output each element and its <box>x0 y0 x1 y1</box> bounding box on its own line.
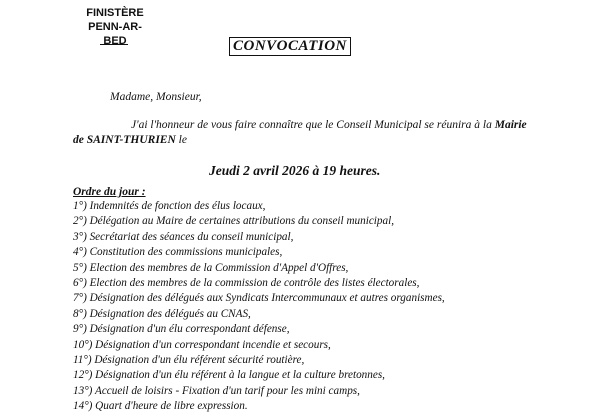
agenda-item: 7°) Désignation des délégués aux Syndicats Intercommunaux et autres organismes, <box>73 292 445 305</box>
header-divider <box>100 44 128 45</box>
intro-text: J'ai l'honneur de vous faire connaître que le Conseil Municipal se réunira à la <box>131 119 495 131</box>
intro-line-2 <box>73 133 187 148</box>
document-title: CONVOCATION <box>229 37 351 56</box>
salutation: Madame, Monsieur, <box>110 91 202 103</box>
intro-commune: de SAINT-THURIEN <box>73 134 176 146</box>
agenda-item: 3°) Secrétariat des séances du conseil municipal, <box>73 230 294 243</box>
agenda-item: 10°) Désignation d'un correspondant incendie et secours, <box>73 338 331 351</box>
intro-text-end: le <box>175 134 187 146</box>
agenda-item: 2°) Délégation au Maire de certaines attributions du conseil municipal, <box>73 215 394 228</box>
agenda-item: 6°) Election des membres de la commission de contrôle des listes électorales, <box>73 277 420 290</box>
intro-mairie: Mairie <box>494 119 527 131</box>
department-name-breton: PENN-AR-BED <box>88 21 142 47</box>
agenda-title: Ordre du jour : <box>73 186 146 198</box>
agenda-item: 14°) Quart d'heure de libre expression. <box>73 400 248 413</box>
agenda-item: 5°) Election des membres de la Commission d'Appel d'Offres, <box>73 261 349 274</box>
agenda-item: 1°) Indemnités de fonction des élus locaux, <box>73 200 266 212</box>
department-header <box>80 6 150 48</box>
meeting-date: Jeudi 2 avril 2026 à 19 heures. <box>209 163 381 178</box>
agenda-item: 12°) Désignation d'un élu référent à la langue et la culture bretonnes, <box>73 369 385 382</box>
intro-line-1 <box>131 118 527 133</box>
department-name: FINISTÈRE <box>86 7 144 19</box>
agenda-item: 13°) Accueil de loisirs - Fixation d'un tarif pour les mini camps, <box>73 384 360 397</box>
agenda-list <box>73 199 445 415</box>
agenda-item: 4°) Constitution des commissions municipales, <box>73 246 283 259</box>
agenda-item: 11°) Désignation d'un élu référent sécurité routière, <box>73 354 305 367</box>
agenda-item: 9°) Désignation d'un élu correspondant défense, <box>73 323 290 336</box>
agenda-item: 8°) Désignation des délégués au CNAS, <box>73 307 251 320</box>
